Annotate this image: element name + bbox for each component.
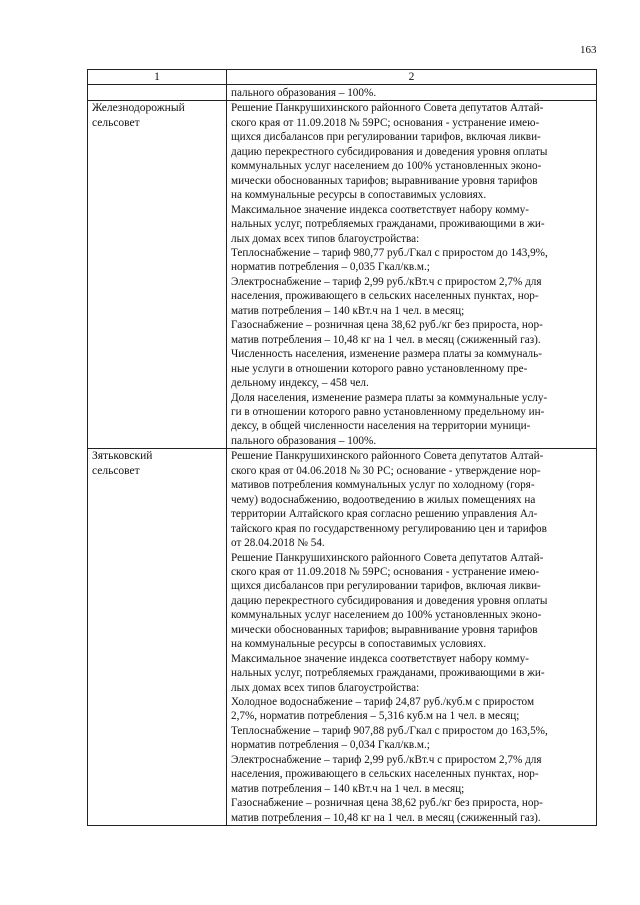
text-line: Решение Панкрушихинского районного Совета депутатов Алтай- — [231, 450, 544, 463]
text-line: Максимальное значение индекса соответствует набору комму- — [231, 652, 529, 665]
text-line: коммунальных услуг населением до 100% установленных эконо- — [231, 609, 542, 622]
text-line: населения, проживающего в сельских населенных пунктах, нор- — [231, 768, 539, 781]
description-cell — [227, 449, 597, 826]
text-line: ского края от 11.09.2018 № 59РС; основания - устранение имею- — [231, 116, 540, 129]
description-cell — [227, 101, 597, 449]
text-line: сельсовет — [92, 465, 140, 478]
text-line: дексу, в общей численности населения на территории муници- — [231, 420, 531, 433]
text-line: 2,7%, норматив потребления – 5,316 куб.м на 1 чел. в месяц; — [231, 710, 520, 723]
text-line: Решение Панкрушихинского районного Совета депутатов Алтай- — [231, 551, 544, 564]
text-line: Газоснабжение – розничная цена 38,62 руб./кг без прироста, нор- — [231, 797, 543, 810]
header-col-2: 2 — [227, 70, 597, 85]
text-line: территории Алтайского края согласно решению управления Ал- — [231, 508, 538, 521]
text-line: Теплоснабжение – тариф 980,77 руб./Гкал с приростом до 143,9%, — [231, 246, 548, 259]
text-line: матив потребления – 140 кВт.ч на 1 чел. в месяц; — [231, 304, 465, 317]
table-header-row — [88, 70, 597, 85]
text-line: Численность населения, изменение размера платы за коммуналь- — [231, 348, 542, 361]
text-line: от 28.04.2018 № 54. — [231, 537, 325, 550]
text-line: Максимальное значение индекса соответствует набору комму- — [231, 203, 529, 216]
header-col-1: 1 — [88, 70, 227, 85]
table-row — [88, 449, 597, 826]
text-line: Электроснабжение – тариф 2,99 руб./кВт.ч с приростом 2,7% для — [231, 275, 542, 288]
text-line: дельному индексу, – 458 чел. — [231, 377, 369, 390]
text-line: Холодное водоснабжение – тариф 24,87 руб./куб.м с приростом — [231, 696, 535, 709]
municipality-cell — [88, 85, 227, 101]
text-line: мативов потребления коммунальных услуг по холодному (горя- — [231, 479, 535, 492]
table-row — [88, 85, 597, 101]
text-line: на коммунальные ресурсы в сопоставимых условиях. — [231, 638, 487, 651]
text-line: норматив потребления – 0,035 Гкал/кв.м.; — [231, 261, 430, 274]
text-line: мически обоснованных тарифов; выравнивание уровня тарифов — [231, 174, 538, 187]
text-line: на коммунальные ресурсы в сопоставимых условиях. — [231, 189, 487, 202]
text-line: щихся дисбалансов при регулировании тарифов, включая ликви- — [231, 580, 541, 593]
text-line: матив потребления – 10,48 кг на 1 чел. в месяц (сжиженный газ). — [231, 811, 541, 824]
text-line: матив потребления – 10,48 кг на 1 чел. в месяц (сжиженный газ). — [231, 333, 541, 346]
text-line: лых домах всех типов благоустройства: — [231, 232, 420, 245]
text-line: дацию перекрестного субсидирования и доведения уровня оплаты — [231, 594, 548, 607]
document-table — [87, 69, 597, 826]
municipality-cell — [88, 449, 227, 826]
text-line: чему) водоснабжению, водоотведению в жилых помещениях на — [231, 493, 536, 506]
table-row — [88, 101, 597, 449]
text-line: Зятьковский — [92, 450, 153, 463]
text-line: ского края от 04.06.2018 № 30 РС; основание - утверждение нор- — [231, 464, 541, 477]
text-line: Железнодорожный — [92, 102, 185, 115]
text-line: ные услуги в отношении которого равно установленному пре- — [231, 362, 528, 375]
text-line: сельсовет — [92, 117, 140, 130]
text-line: норматив потребления – 0,034 Гкал/кв.м.; — [231, 739, 430, 752]
text-line: коммунальных услуг населением до 100% установленных эконо- — [231, 160, 542, 173]
text-line: Теплоснабжение – тариф 907,88 руб./Гкал с приростом до 163,5%, — [231, 724, 548, 737]
text-line: щихся дисбалансов при регулировании тарифов, включая ликви- — [231, 131, 541, 144]
text-line: пального образования – 100%. — [231, 87, 377, 99]
page-number: 163 — [580, 44, 597, 56]
text-line: Решение Панкрушихинского районного Совета депутатов Алтай- — [231, 102, 544, 115]
text-line: матив потребления – 140 кВт.ч на 1 чел. в месяц; — [231, 782, 465, 795]
text-line: ского края от 11.09.2018 № 59РС; основания - устранение имею- — [231, 565, 540, 578]
text-line: Газоснабжение – розничная цена 38,62 руб./кг без прироста, нор- — [231, 319, 543, 332]
text-line: тайского края по государственному регулированию цен и тарифов — [231, 522, 547, 535]
text-line: Доля населения, изменение размера платы за коммунальные услу- — [231, 391, 548, 404]
text-line: нальных услуг, потребляемых гражданами, проживающими в жи- — [231, 667, 545, 680]
municipality-cell — [88, 101, 227, 449]
text-line: Электроснабжение – тариф 2,99 руб./кВт.ч с приростом 2,7% для — [231, 753, 542, 766]
text-line: лых домах всех типов благоустройства: — [231, 681, 420, 694]
description-cell — [227, 85, 597, 101]
text-line: пального образования – 100%. — [231, 434, 377, 447]
text-line: дацию перекрестного субсидирования и доведения уровня оплаты — [231, 145, 548, 158]
text-line: нальных услуг, потребляемых гражданами, проживающими в жи- — [231, 218, 545, 231]
text-line: населения, проживающего в сельских населенных пунктах, нор- — [231, 290, 539, 303]
text-line: мически обоснованных тарифов; выравнивание уровня тарифов — [231, 623, 538, 636]
text-line: ги в отношении которого равно установленному предельному ин- — [231, 405, 545, 418]
